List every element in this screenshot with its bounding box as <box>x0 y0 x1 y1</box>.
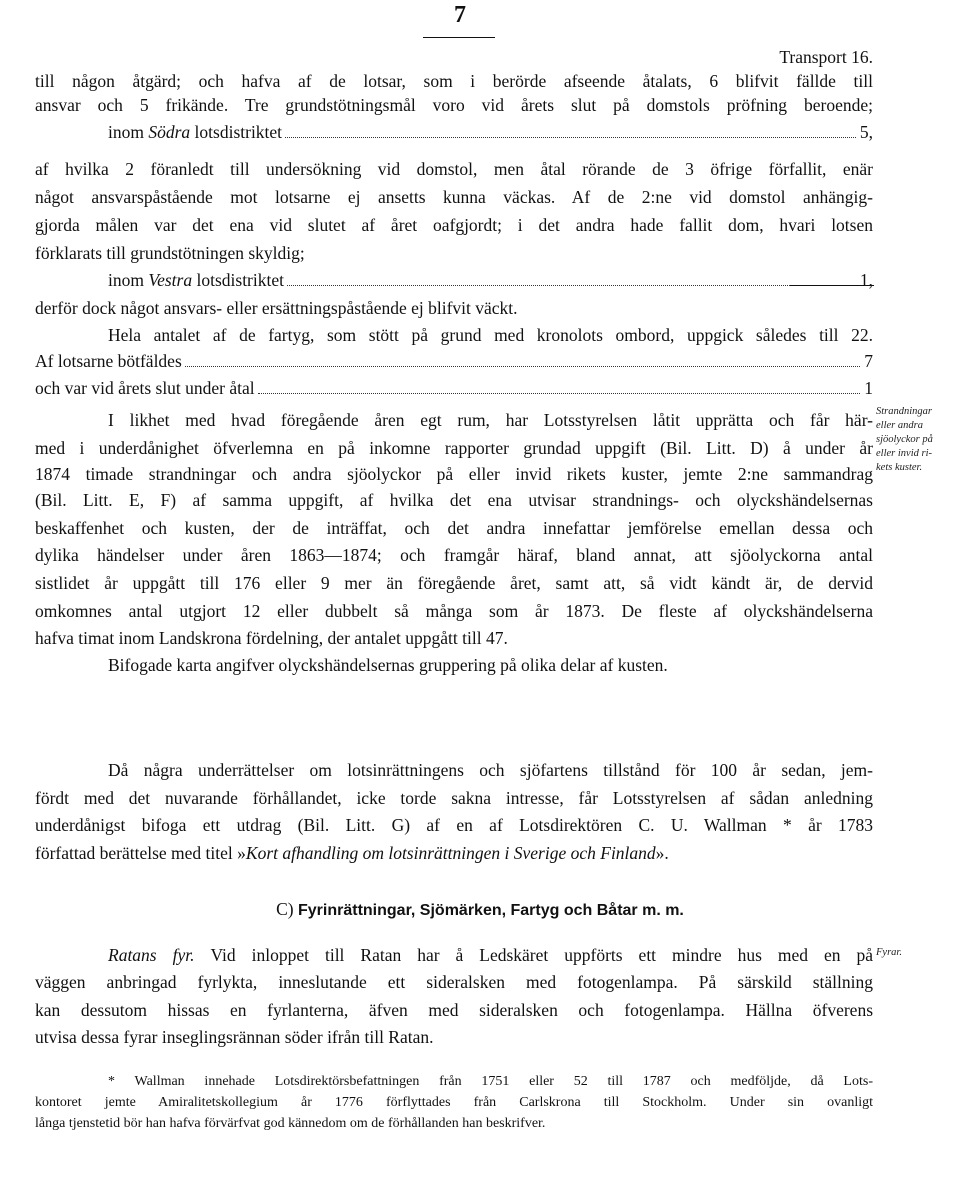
page-number: 7 <box>454 2 466 28</box>
text-line: 1874 timade strandningar och andra sjöolyckor på eller invid rikets kuster, jemte 2:ne sammandrag <box>35 464 873 484</box>
text-line: underdånigst bifoga ett utdrag (Bil. Litt. G) af en af Lotsdirektören C. U. Wallman * år 1783 <box>35 815 873 835</box>
dot-leader <box>285 137 856 138</box>
text-line: beskaffenhet och kusten, der de inträffat, och det andra innefattar jemförelse emellan dessa och <box>35 518 873 538</box>
dotted-line <box>108 120 873 144</box>
text-line: till någon åtgärd; och hafva af de lotsar, som i berörde afseende åtalats, 6 blifvit fällde till <box>35 71 873 91</box>
transport-note: Transport 16. <box>779 47 873 67</box>
dotted-line <box>35 376 873 400</box>
count-value: 5, <box>859 122 873 142</box>
margin-note <box>876 405 960 475</box>
dot-leader <box>287 285 856 286</box>
book-title: Kort afhandling om lotsinrättningen i Sverige och Finland <box>245 843 656 863</box>
text-fragment: Vid inloppet till Ratan har å Ledskäret uppförts ett mindre hus med en på <box>210 945 873 965</box>
margin-note-line: eller andra <box>876 420 923 431</box>
footnote-line: kontoret jemte Amiralitetskollegium år 1776 förflyttades från Carlskrona till Stockholm. Under sin ovanligt <box>35 1095 873 1110</box>
text-line: dylika händelser under åren 1863—1874; och framgår häraf, bland annat, att sjöolyckorna antal <box>35 545 873 565</box>
text-fragment: lotsdistriktet <box>194 122 283 142</box>
text-line: hafva timat inom Landskrona fördelning, der antalet uppgått till 47. <box>35 628 508 648</box>
footnote-line: * Wallman innehade Lotsdirektörsbefattningen från 1751 eller 52 till 1787 och medföljde, då Lots- <box>108 1074 873 1089</box>
text-line: gjorda målen var det ena vid slutet af året oafgjordt; i det andra hade fallit dom, hvari lotsen <box>35 215 873 235</box>
text-fragment: inom <box>108 122 144 142</box>
text-line: omkomnes antal utgjort 12 eller dubbelt så många som år 1873. De fleste af olyckshändelserna <box>35 601 873 621</box>
text-fragment: Af lotsarne bötfäldes <box>35 351 182 371</box>
text-line: något ansvarspåstående mot lotsarne ej ansetts kunna väckas. Af de 2:ne vid domstol anhängig- <box>35 187 873 207</box>
dotted-line <box>108 268 873 292</box>
district-name: Vestra <box>148 270 193 290</box>
text-line: I likhet med hvad föregående åren egt rum, har Lotsstyrelsen låtit upprätta och får här- <box>108 410 873 430</box>
text-line <box>35 841 873 865</box>
text-line: af hvilka 2 föranledt till undersökning vid domstol, men åtal rörande de 3 öfrige förfallit, enär <box>35 159 873 179</box>
count-value: 7 <box>864 351 873 371</box>
footnote-line: långa tjenstetid bör han hafva förvärfvat god kännedom om de förhållanden han beskrifver. <box>35 1116 546 1131</box>
heading-title: Fyrinrättningar, Sjömärken, Fartyg och Båtar m. m. <box>298 902 684 919</box>
text-line: sistlidet år uppgått till 176 eller 9 mer än föregående året, samt att, så vidt kändt är, de dervid <box>35 573 873 593</box>
text-line: väggen anbringad fyrlykta, inneslutande ett sideralsken med fotogenlampa. På särskild ställning <box>35 972 873 992</box>
dot-leader <box>185 366 860 367</box>
text-line: utvisa dessa fyrar inseglingsrännan söder ifrån till Ratan. <box>35 1027 434 1047</box>
sum-rule <box>790 285 874 286</box>
text-line: Hela antalet af de fartyg, som stött på grund med kronolots ombord, uppgick således till 22. <box>108 325 873 345</box>
text-fragment: ». <box>655 843 669 863</box>
district-name: Södra <box>148 122 191 142</box>
margin-note-line: kets kuster. <box>876 462 923 473</box>
text-fragment: författad berättelse med titel » <box>35 843 246 863</box>
text-line: med i underdånighet öfverlemna en på inkomne rapporter grundad uppgift (Bil. Litt. D) å under år <box>35 438 873 458</box>
margin-note-line: sjöolyckor på <box>876 434 933 445</box>
text-line: Bifogade karta angifver olyckshändelsernas gruppering på olika delar af kusten. <box>108 655 668 675</box>
text-line: förklarats till grundstötningen skyldig; <box>35 243 305 263</box>
text-line: Då några underrättelser om lotsinrättningens och sjöfartens tillstånd för 100 år sedan, jem- <box>108 760 873 780</box>
margin-note: Fyrar. <box>876 947 902 958</box>
dot-leader <box>258 393 861 394</box>
margin-note-line: Strandningar <box>876 406 933 417</box>
section-heading <box>0 897 960 923</box>
text-fragment: lotsdistriktet <box>196 270 284 290</box>
page-number-rule <box>423 37 495 38</box>
count-value: 1, <box>859 270 873 290</box>
paragraph-lead: Ratans fyr. <box>108 945 195 965</box>
margin-note-line: eller invid ri- <box>876 448 932 459</box>
heading-prefix: C) <box>276 899 294 919</box>
dotted-line <box>35 349 873 373</box>
text-line: ansvar och 5 frikände. Tre grundstötningsmål voro vid årets slut på domstols pröfning beroende; <box>35 95 873 115</box>
text-line: kan dessutom hissas en fyrlanterna, äfven med sideralsken och fotogenlampa. Hällna öfverens <box>35 1000 873 1020</box>
text-fragment: och var vid årets slut under åtal <box>35 378 255 398</box>
text-line: fördt med det nuvarande förhållandet, icke torde sakna intresse, får Lotsstyrelsen af sådan anledning <box>35 788 873 808</box>
text-line: derför dock något ansvars- eller ersättningspåstående ej blifvit väckt. <box>35 298 518 318</box>
text-fragment: inom <box>108 270 144 290</box>
text-line <box>108 943 873 967</box>
count-value: 1 <box>864 378 873 398</box>
text-line: (Bil. Litt. E, F) af samma uppgift, af hvilka det ena utvisar strandnings- och olyckshändelsernas <box>35 490 873 510</box>
